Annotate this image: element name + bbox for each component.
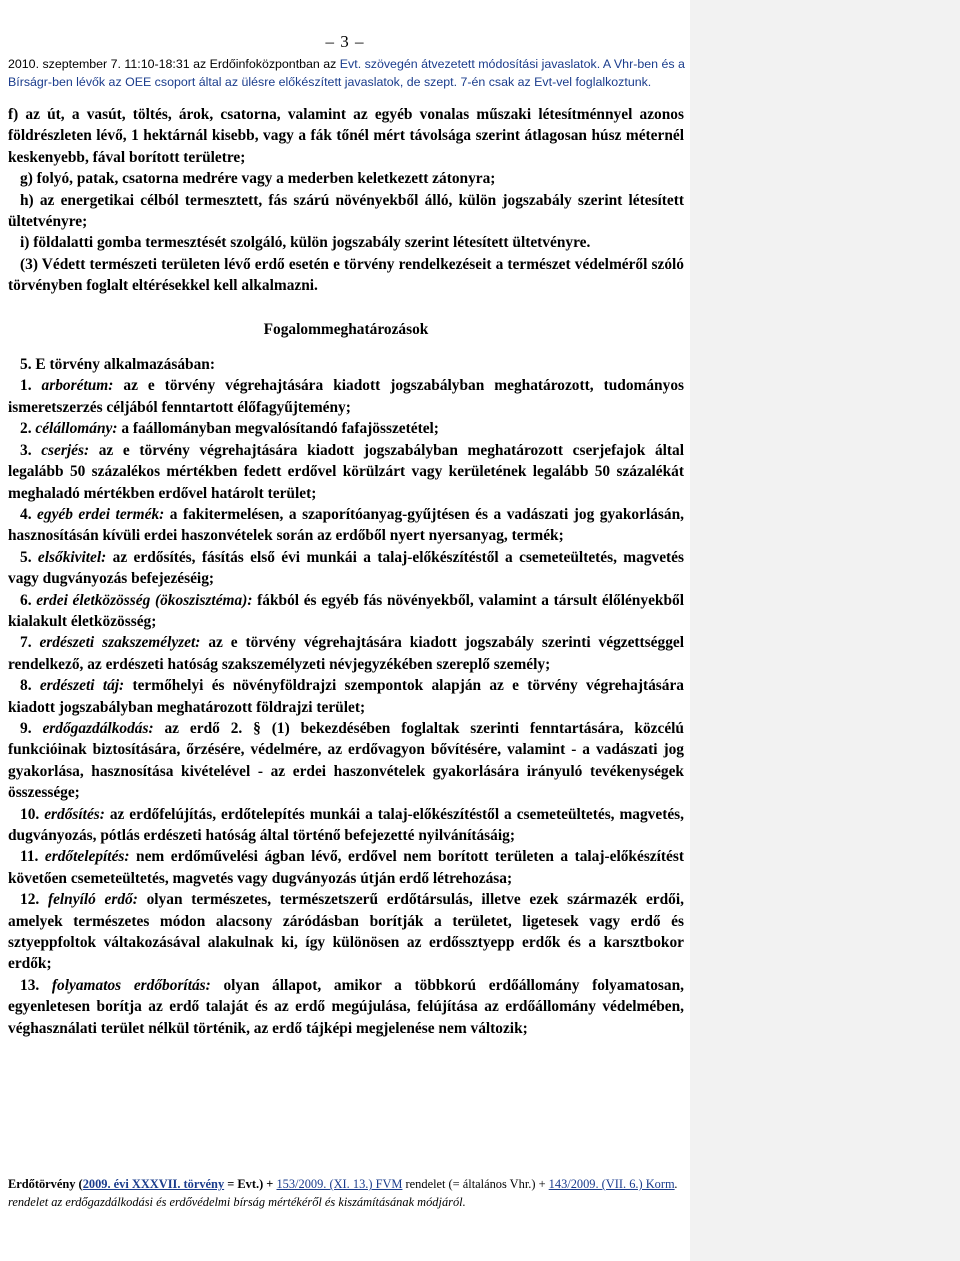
header-line-1: [8, 55, 684, 73]
definition-item: [8, 889, 684, 975]
definition-text: az erdőfelújítás, erdőtelepítés munkái a talaj-előkészítéstől a csemeteültetés, magvetés, dugványozás, pótlás erdészeti hatóság által történő befejezetté nyilvánításáig;: [8, 805, 685, 844]
paragraph-h: h) az energetikai célból termesztett, fás szárú növényekből álló, külön jogszabály szerint létesített ültetvényre;: [8, 191, 684, 231]
definition-text: az erdő 2. § (1) bekezdésében foglaltak szerinti fenntartására, közcélú funkcióinak biztosítására, őrzésére, védelmére, az erdővagyon bővítésére, valamint - a vadászati jog gyakorlása, hasznosítása kivételével - az erdei haszonvételek gyakorlására irányuló tevékenységek összessége;: [8, 719, 684, 802]
definition-text: az e törvény végrehajtására kiadott jogszabályban meghatározott, tudományos ismeretszerzés céljából fenntartott élőfagyűjtemény;: [8, 377, 684, 416]
footer-link-korm[interactable]: 143/2009. (VII. 6.) Korm: [548, 1177, 675, 1191]
definitions-list: [8, 375, 684, 1039]
definition-item: [8, 504, 684, 547]
footer-link-fvm[interactable]: 153/2009. (XI. 13.) FVM: [276, 1177, 403, 1191]
definition-text: az e törvény végrehajtására kiadott jogszabályban meghatározott cserjefajok által legalább 50 százalékos mértékben fedett erdővel körülzárt vagy kerületének legalább 50 százalékát meghaladó mértékben erdővel határolt terület;: [8, 441, 685, 502]
definition-term: cserjés:: [41, 441, 90, 459]
definition-term: elsőkivitel:: [37, 548, 107, 566]
definition-item: [8, 632, 684, 675]
definition-item: [8, 804, 684, 847]
comment-margin: [690, 0, 960, 1261]
footer-link-act[interactable]: 2009. évi XXXVII. törvény: [82, 1177, 225, 1191]
document-body: [8, 104, 684, 1039]
definition-term: egyéb erdei termék:: [37, 505, 165, 523]
section-5-intro: 5. E törvény alkalmazásában:: [20, 356, 215, 374]
page-number: – 3 –: [325, 32, 365, 51]
definition-term: arborétum:: [41, 377, 114, 395]
definition-term: folyamatos erdőborítás:: [51, 976, 211, 994]
definition-term: felnyíló erdő:: [47, 891, 138, 909]
definition-term: erdősítés:: [44, 805, 105, 823]
definition-text: az e törvény végrehajtására kiadott jogszabály szerinti végzettséggel rendelkező, az erdészeti hatóság szakszemélyzeti névjegyzékében szereplő személy;: [8, 634, 684, 673]
definition-text: a fakitermelésen, a szaporítóanyag-gyűjtésen és a vadászati jog gyakorlásán, hasznosításán kívüli erdei haszonvételek során az erdőből nyert nyersanyag, termék;: [8, 505, 685, 545]
definition-text: termőhelyi és növényföldrajzi szempontok alapján az e törvény végrehajtására kiadott jogszabályban meghatározott földrajzi terület;: [8, 677, 684, 716]
definition-number: 11.: [20, 848, 45, 866]
definition-term: erdei életközösség (ökoszisztéma):: [36, 591, 253, 609]
definition-number: 8.: [20, 677, 40, 695]
header-line-1-a: 2010. szeptember 7. 11:10-18:31 az Erdőinfoközpontban az: [8, 57, 340, 71]
paragraph-g: g) folyó, patak, csatorna medrére vagy a mederben keletkezett zátonyra;: [20, 170, 496, 188]
section-heading: Fogalommeghatározások: [263, 320, 429, 338]
definition-number: 4.: [20, 505, 38, 523]
definition-item: [8, 590, 684, 633]
definition-text: fákból és egyéb fás növényekből, valamint a társult élőlényekből kialakult életközösség;: [8, 591, 684, 630]
definition-term: erdőtelepítés:: [44, 848, 130, 866]
definition-item: [8, 440, 684, 504]
definition-number: 7.: [20, 634, 40, 652]
header-line-2: Bírságr-ben lévők az OEE csoport által az ülésre előkészített javaslatok, de szept. 7-én csak az Evt-vel foglalkoztunk.: [8, 75, 652, 89]
definition-item: [8, 375, 684, 418]
footer-text-d: . rendelet az erdőgazdálkodási és erdővédelmi bírság mértékéről és kiszámításának módjáról.: [8, 1177, 678, 1209]
footer-text-b: = Evt.) +: [224, 1177, 277, 1191]
page-footer: [8, 1175, 684, 1211]
definition-number: 12.: [20, 891, 48, 909]
definition-text: a faállományban megvalósítandó fafajösszetétel;: [117, 420, 439, 438]
definition-number: 3.: [20, 441, 42, 459]
footer-text-c: rendelet (= általános Vhr.) +: [402, 1177, 549, 1191]
paragraph-f: f) az út, a vasút, töltés, árok, csatorna, valamint az egyéb vonalas műszaki létesítménnyel azonos földrészleten lévő, 1 hektárnál kisebb, vagy a fák tőnél mért távolsága szerint átlagosan húsz méternél keskenyebb, fával borított területre;: [8, 106, 684, 166]
definition-text: az erdősítés, fásítás első évi munkái a talaj-előkészítéstől a csemeteültetés, magvetés vagy dugványozás befejezéséig;: [8, 548, 684, 588]
definition-item: [8, 846, 684, 889]
definition-term: célállomány:: [35, 420, 118, 438]
footer-text-a: Erdőtörvény (: [8, 1177, 83, 1191]
definition-item: [8, 975, 684, 1039]
paragraph-3: (3) Védett természeti területen lévő erdő esetén e törvény rendelkezéseit a természet védelméről szóló törvényben foglalt eltérésekkel kell alkalmazni.: [8, 255, 684, 295]
definition-text: olyan természetes, természetszerű erdőtársulás, illetve ezek származék erdői, amelyek természetes módon alacsony záródásban borítják a területet, ligetesek vagy erdő és sztyeppfoltok váltakozásával alakulnak ki, így különösen az erdőssztyepp erdők és a karsztbokor erdők;: [8, 891, 684, 973]
definition-number: 9.: [20, 719, 43, 737]
definition-item: [8, 418, 684, 439]
definition-item: [8, 718, 684, 804]
definition-term: erdészeti táj:: [39, 677, 125, 695]
definition-text: olyan állapot, amikor a többkorú erdőállomány folyamatosan, egyenletesen borítja az erdő talaját és az erdő megújulása, felújítása az erdőállomány védelmében, véghasználati terület nélkül történik, az erdő tájképi megjelenése nem változik;: [8, 976, 684, 1037]
definition-number: 10.: [20, 805, 45, 823]
definition-term: erdőgazdálkodás:: [42, 719, 154, 737]
definition-number: 5.: [20, 548, 38, 566]
paragraph-i: i) földalatti gomba termesztését szolgáló, külön jogszabály szerint létesített ültetvényre.: [20, 234, 591, 252]
definition-number: 6.: [20, 591, 37, 609]
definition-item: [8, 547, 684, 590]
header-line-1-b: Evt. szövegén átvezetett módosítási javaslatok. A Vhr-ben és a: [339, 57, 685, 71]
definition-term: erdészeti szakszemélyzet:: [39, 634, 201, 652]
page-header: [8, 55, 684, 91]
definition-item: [8, 675, 684, 718]
page-number-value: 3: [340, 32, 350, 51]
definition-number: 1.: [20, 377, 42, 395]
definition-number: 2.: [20, 420, 36, 438]
definition-text: nem erdőművelési ágban lévő, erdővel nem borított területen a talaj-előkészítést követően csemeteültetés, magvetés vagy dugványozás útján erdő létrehozása;: [8, 848, 684, 887]
definition-number: 13.: [20, 976, 52, 994]
